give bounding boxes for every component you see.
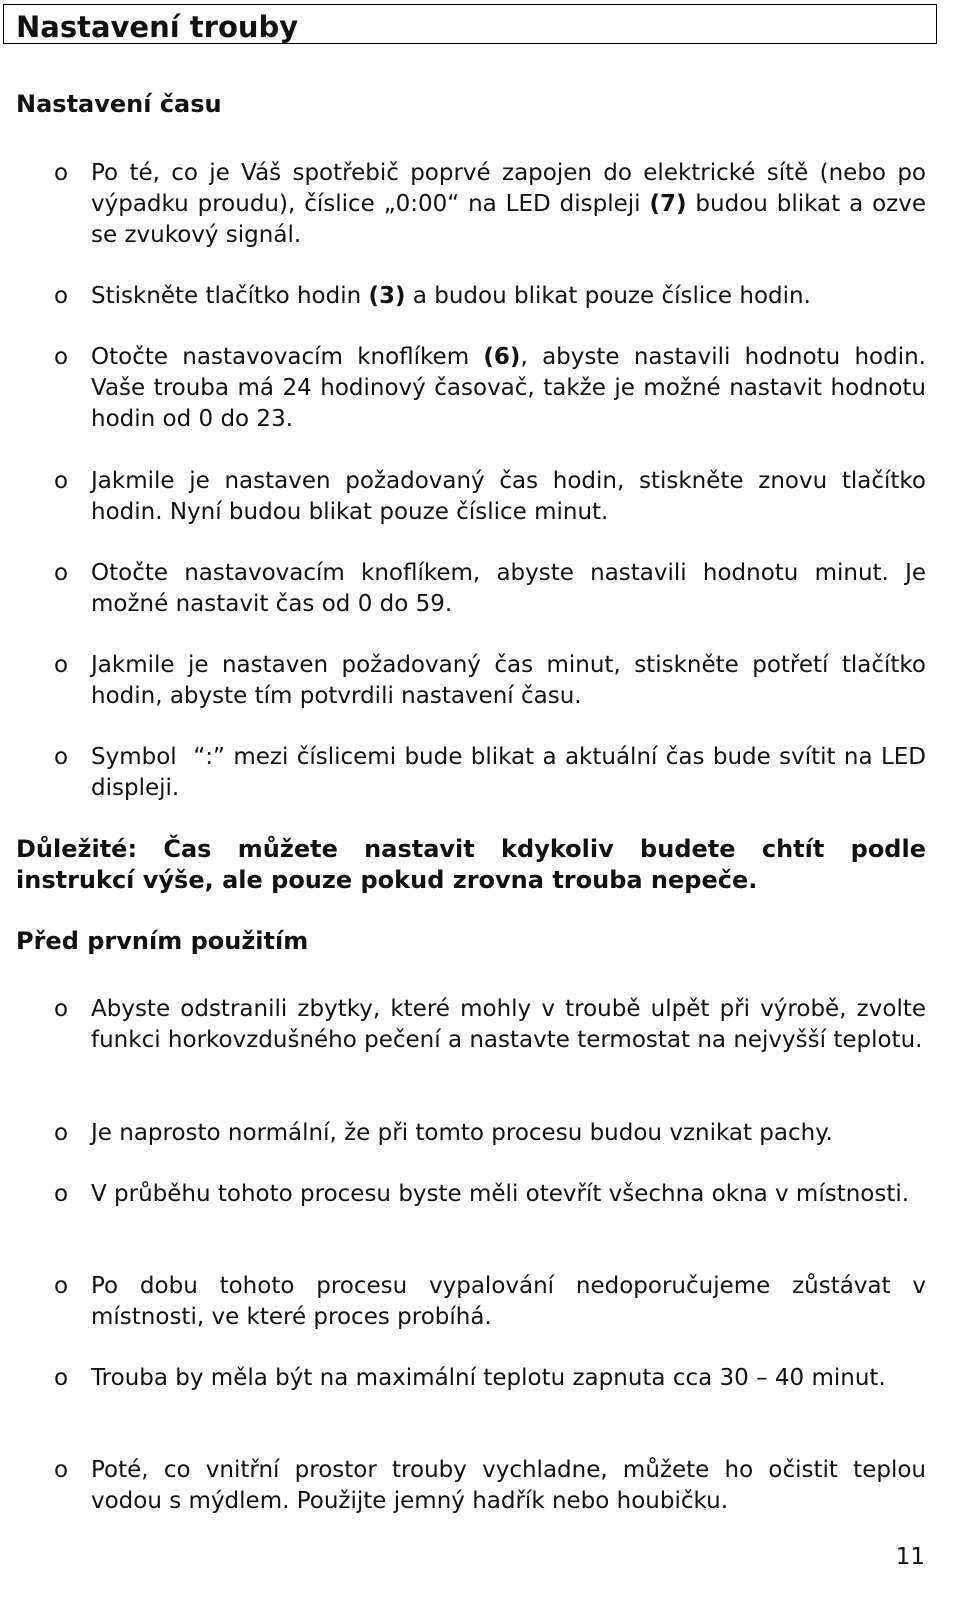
- list-item: Poté, co vnitřní prostor trouby vychladne, můžete ho očistit teplou vodou s mýdlem. Použijte jemný hadřík nebo houbičku.: [91, 1457, 926, 1514]
- bullet-marker: o: [54, 1273, 69, 1299]
- page-title-box: [3, 4, 937, 44]
- list-item: Po dobu tohoto procesu vypalování nedoporučujeme zůstávat v místnosti, ve které proces probíhá.: [91, 1273, 926, 1330]
- component-ref-clock-button: (3): [368, 283, 406, 309]
- bullet-marker: o: [54, 560, 69, 586]
- list-item: Stiskněte tlačítko hodin (3) a budou blikat pouze číslice hodin.: [91, 283, 811, 309]
- bullet-marker: o: [54, 1365, 69, 1391]
- list-item: Otočte nastavovacím knoflíkem, abyste nastavili hodnotu minut. Je možné nastavit čas od 0 do 59.: [91, 560, 926, 617]
- component-ref-display: (7): [649, 191, 687, 217]
- component-ref-knob: (6): [483, 344, 521, 370]
- bullet-marker: o: [54, 344, 69, 370]
- list-item: V průběhu tohoto procesu byste měli otevřít všechna okna v místnosti.: [91, 1181, 910, 1207]
- list-item: Jakmile je nastaven požadovaný čas hodin, stiskněte znovu tlačítko hodin. Nyní budou blikat pouze číslice minut.: [91, 468, 926, 525]
- bullet-marker: o: [54, 652, 69, 678]
- list-item: Jakmile je nastaven požadovaný čas minut, stiskněte potřetí tlačítko hodin, abyste tím potvrdili nastavení času.: [91, 652, 926, 709]
- list-item: Po té, co je Váš spotřebič poprvé zapojen do elektrické sítě (nebo po výpadku proudu), číslice „0:00“ na LED displeji (7) budou blikat a ozve se zvukový signál.: [91, 160, 926, 248]
- bullet-marker: o: [54, 1181, 69, 1207]
- bullet-marker: o: [54, 1120, 69, 1146]
- bullet-marker: o: [54, 996, 69, 1022]
- list-item: Otočte nastavovacím knoflíkem (6), abyste nastavili hodnotu hodin. Vaše trouba má 24 hodinový časovač, takže je možné nastavit hodnotu hodin od 0 do 23.: [91, 344, 926, 432]
- page-number: 11: [895, 1544, 925, 1570]
- list-item: Trouba by měla být na maximální teplotu zapnuta cca 30 – 40 minut.: [91, 1365, 886, 1391]
- section-heading-first-use: Před prvním použitím: [16, 927, 309, 955]
- important-note: Důležité: Čas můžete nastavit kdykoliv budete chtít podle instrukcí výše, ale pouze pokud zrovna trouba nepeče.: [16, 835, 926, 894]
- bullet-marker: o: [54, 1457, 69, 1483]
- list-item: Je naprosto normální, že při tomto procesu budou vznikat pachy.: [91, 1120, 833, 1146]
- list-item: Symbol “:” mezi číslicemi bude blikat a aktuální čas bude svítit na LED displeji.: [91, 744, 934, 801]
- section-heading-time: Nastavení času: [16, 90, 222, 118]
- bullet-marker: o: [54, 160, 69, 186]
- page-title: Nastavení trouby: [16, 10, 299, 44]
- bullet-marker: o: [54, 283, 69, 309]
- bullet-marker: o: [54, 468, 69, 494]
- list-item: Abyste odstranili zbytky, které mohly v troubě ulpět při výrobě, zvolte funkci horkovzdušného pečení a nastavte termostat na nejvyšší teplotu.: [91, 996, 926, 1053]
- bullet-marker: o: [54, 744, 69, 770]
